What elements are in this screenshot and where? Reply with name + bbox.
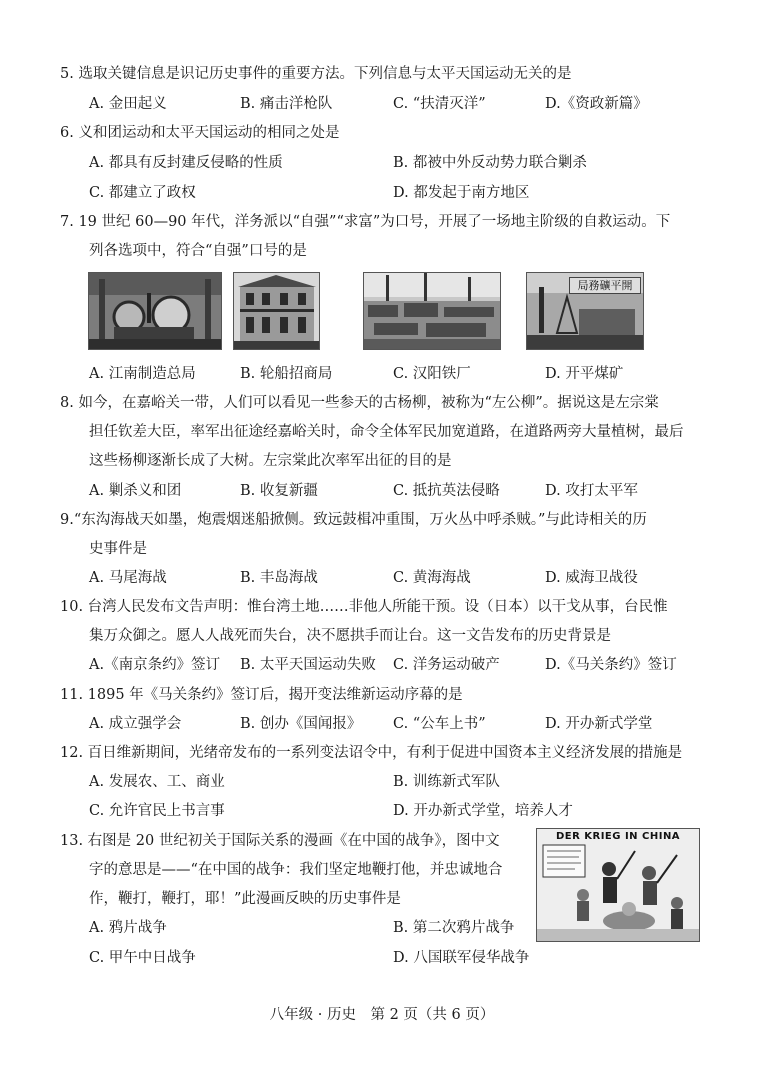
photo-jiangnan-arsenal <box>88 272 222 350</box>
question-6-line-1: 6. 义和团运动和太平天国运动的相同之处是 <box>60 125 340 141</box>
q12-option-a: A. 发展农、工、商业 <box>89 774 225 790</box>
q10-option-d: D.《马关条约》签订 <box>545 657 677 673</box>
q6-option-d: D. 都发起于南方地区 <box>393 185 530 201</box>
page-footer: 八年级 · 历史 第 2 页（共 6 页） <box>269 1007 495 1023</box>
question-13-line-3: 作，鞭打，鞭打，耶！”此漫画反映的历史事件是 <box>89 891 401 907</box>
question-8-line-3: 这些杨柳逐渐长成了大树。左宗棠此次率军出征的目的是 <box>89 453 452 469</box>
q13-option-a: A. 鸦片战争 <box>89 920 167 936</box>
q10-option-a: A.《南京条约》签订 <box>89 657 221 673</box>
photo-hanyang-ironworks <box>363 272 501 350</box>
machinery-photo-icon <box>89 273 221 349</box>
q6-option-b: B. 都被中外反动势力联合剿杀 <box>393 155 587 171</box>
question-5-line-1: 5. 选取关键信息是识记历史事件的重要方法。下列信息与太平天国运动无关的是 <box>60 66 572 82</box>
q13-option-d: D. 八国联军侵华战争 <box>393 950 530 966</box>
q12-option-b: B. 训练新式军队 <box>393 774 500 790</box>
q12-option-d: D. 开办新式学堂，培养人才 <box>393 803 573 819</box>
q9-option-a: A. 马尾海战 <box>89 570 167 586</box>
photo-kaiping-mine <box>526 272 644 350</box>
q6-option-a: A. 都具有反封建反侵略的性质 <box>89 155 283 171</box>
q5-option-d: D.《资政新篇》 <box>545 96 648 112</box>
question-10-line-2: 集万众御之。愿人人战死而失台，决不愿拱手而让台。这一文告发布的历史背景是 <box>89 628 611 644</box>
building-photo-icon <box>234 273 319 349</box>
question-9-line-1: 9.“东沟海战天如墨，炮震烟迷船掀侧。致远鼓楫冲重围，万火丛中呼杀贼。”与此诗相关的历 <box>60 512 647 528</box>
q11-option-a: A. 成立强学会 <box>89 716 182 732</box>
q11-option-d: D. 开办新式学堂 <box>545 716 653 732</box>
q9-option-d: D. 威海卫战役 <box>545 570 638 586</box>
q6-option-c: C. 都建立了政权 <box>89 185 196 201</box>
q5-option-b: B. 痛击洋枪队 <box>240 96 333 112</box>
question-13-line-1: 13. 右图是 20 世纪初关于国际关系的漫画《在中国的战争》，图中文 <box>60 833 500 849</box>
q8-option-c: C. 抵抗英法侵略 <box>393 483 500 499</box>
q8-option-d: D. 攻打太平军 <box>545 483 638 499</box>
q7-option-c: C. 汉阳铁厂 <box>393 366 471 382</box>
q9-option-c: C. 黄海海战 <box>393 570 471 586</box>
question-7-line-1: 7. 19 世纪 60—90 年代，洋务派以“自强”“求富”为口号，开展了一场地主阶级的自救运动。下 <box>60 214 671 230</box>
question-10-line-1: 10. 台湾人民发布文告声明：惟台湾土地……非他人所能干预。设（日本）以干戈从事，台民惟 <box>60 599 668 615</box>
cartoon-figures-icon <box>537 829 699 941</box>
question-12-line-1: 12. 百日维新期间，光绪帝发布的一系列变法诏令中，有利于促进中国资本主义经济发展的措施是 <box>60 745 683 761</box>
q5-option-c: C. “扶清灭洋” <box>393 96 486 112</box>
cartoon-war-in-china <box>536 828 700 942</box>
question-8-line-1: 8. 如今，在嘉峪关一带，人们可以看见一些参天的古杨柳，被称为“左公柳”。据说这是左宗棠 <box>60 395 659 411</box>
q13-option-c: C. 甲午中日战争 <box>89 950 196 966</box>
question-7-line-2: 列各选项中，符合“自强”口号的是 <box>89 243 307 259</box>
question-11-line-1: 11. 1895 年《马关条约》签订后，揭开变法维新运动序幕的是 <box>60 687 463 703</box>
q11-option-c: C. “公车上书” <box>393 716 486 732</box>
q9-option-b: B. 丰岛海战 <box>240 570 318 586</box>
q7-option-d: D. 开平煤矿 <box>545 366 624 382</box>
q8-option-b: B. 收复新疆 <box>240 483 318 499</box>
q10-option-c: C. 洋务运动破产 <box>393 657 500 673</box>
q7-option-b: B. 轮船招商局 <box>240 366 333 382</box>
ironworks-photo-icon <box>364 273 500 349</box>
q12-option-c: C. 允许官民上书言事 <box>89 803 225 819</box>
question-9-line-2: 史事件是 <box>89 541 147 557</box>
mine-sign: 局務礦平開 <box>569 277 641 294</box>
q13-option-b: B. 第二次鸦片战争 <box>393 920 515 936</box>
q7-option-a: A. 江南制造总局 <box>89 366 196 382</box>
q5-option-a: A. 金田起义 <box>89 96 167 112</box>
question-13-line-2: 字的意思是——“在中国的战争：我们坚定地鞭打他，并忠诚地合 <box>89 862 503 878</box>
q8-option-a: A. 剿杀义和团 <box>89 483 182 499</box>
q10-option-b: B. 太平天国运动失败 <box>240 657 376 673</box>
photo-china-merchants <box>233 272 320 350</box>
q11-option-b: B. 创办《国闻报》 <box>240 716 362 732</box>
question-8-line-2: 担任钦差大臣，率军出征途经嘉峪关时，命令全体军民加宽道路，在道路两旁大量植树，最后 <box>89 424 684 440</box>
cartoon-title: DER KRIEG IN CHINA <box>555 831 681 842</box>
